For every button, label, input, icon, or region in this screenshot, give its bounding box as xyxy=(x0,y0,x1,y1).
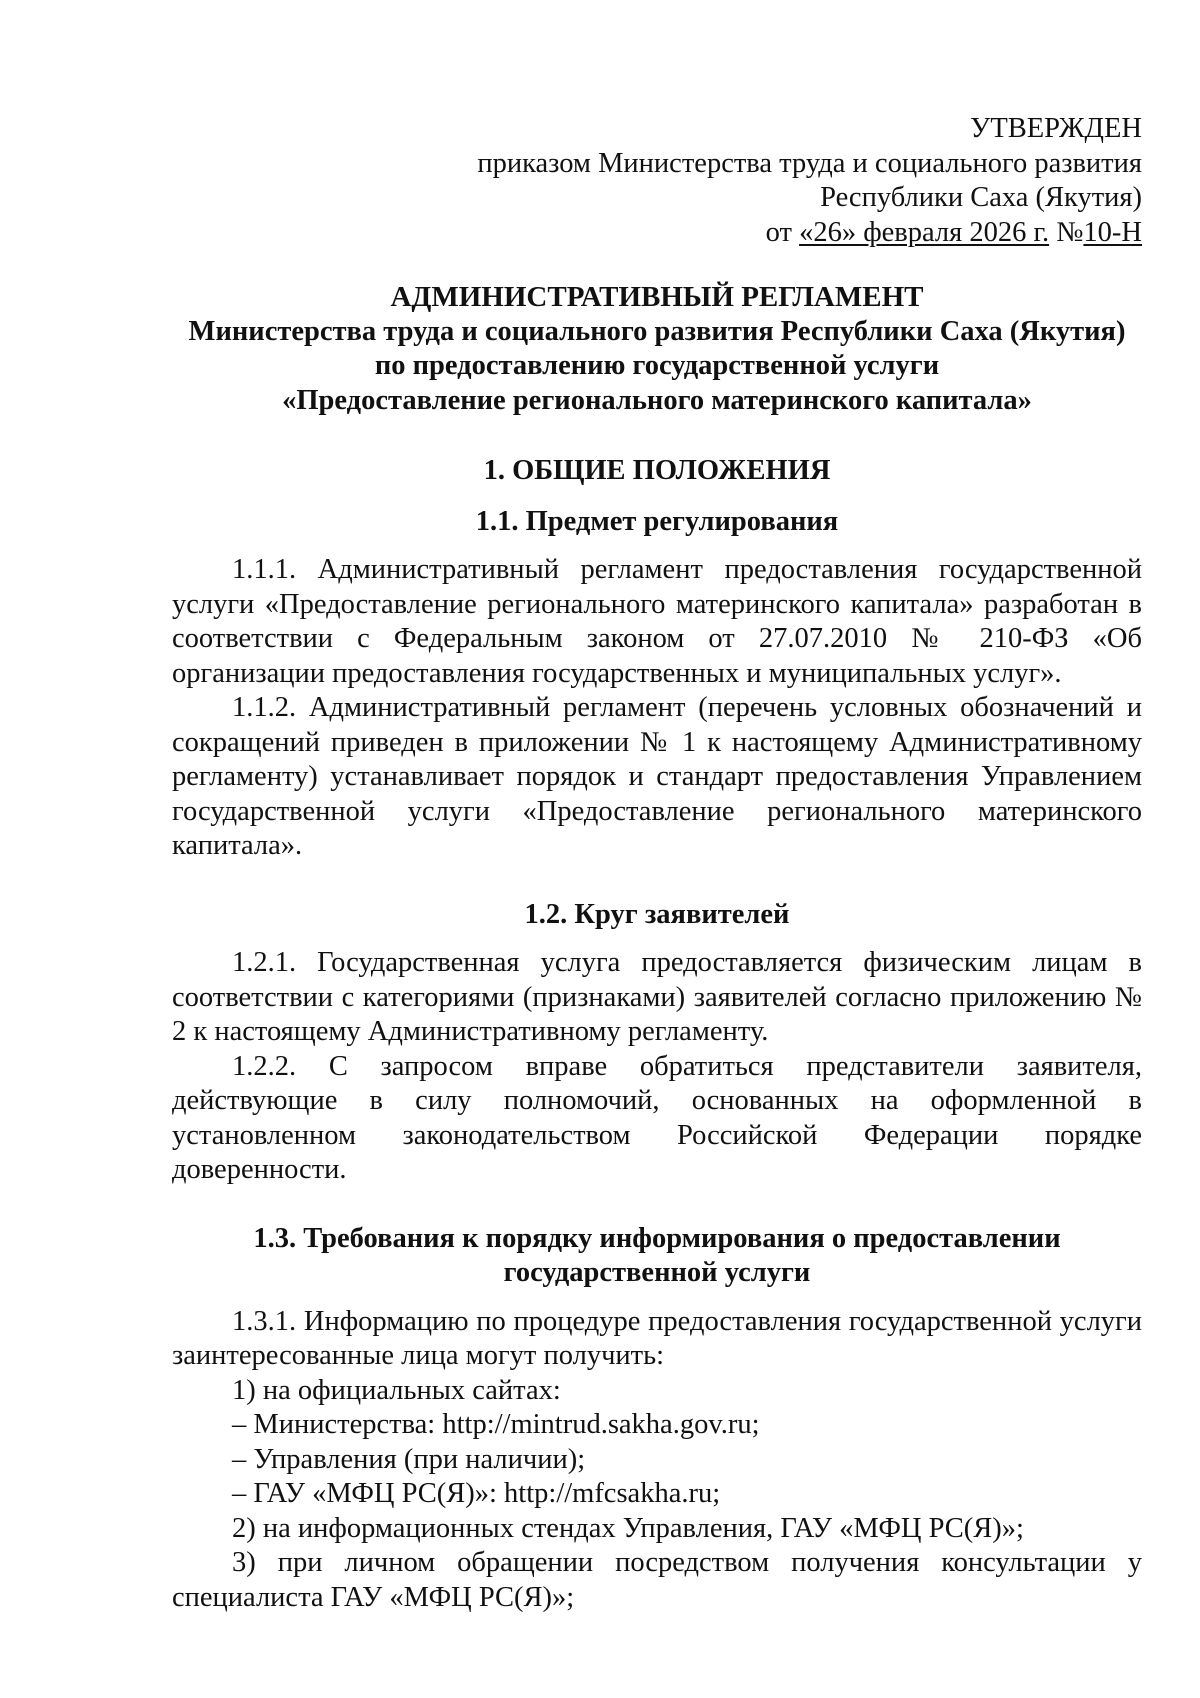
approval-date: «26» февраля 2026 г. xyxy=(799,216,1050,248)
paragraph-1-3-1: 1.3.1. Информацию по процедуре предоставления государственной услуги заинтересованные лица могут получить: xyxy=(172,1305,1142,1371)
title-line-1: АДМИНИСТРАТИВНЫЙ РЕГЛАМЕНТ xyxy=(390,281,924,313)
document-page xyxy=(172,112,1142,1615)
approval-number-sign: № xyxy=(1049,216,1084,248)
title-line-4: «Предоставление регионального материнского капитала» xyxy=(282,384,1032,416)
paragraph-1-1-2: 1.1.2. Административный регламент (перечень условных обозначений и сокращений приведен в приложении № 1 к настоящему Административному регламенту) устанавливает порядок и стандарт предоставления Управлением государственной услуги «Предоставление регионального материнского капитала». xyxy=(172,692,1142,861)
list-item: 2) на информационных стендах Управления, ГАУ «МФЦ РС(Я)»; xyxy=(232,1512,1024,1544)
subsection-heading-1-3 xyxy=(172,1222,1142,1291)
title-line-3: по предоставлению государственной услуги xyxy=(374,350,940,381)
document-title xyxy=(172,280,1142,418)
paragraph-1-1-1: 1.1.1. Административный регламент предоставления государственной услуги «Предоставление регионального материнского капитала» разработан в соответствии с Федеральным законом от 27.07.2010 № 210-ФЗ «Об организации предоставления государственных и муниципальных услуг». xyxy=(172,554,1142,689)
subsection-heading-1-3-line-1: 1.3. Требования к порядку информирования о предоставлении xyxy=(253,1222,1061,1254)
approval-date-prefix: от xyxy=(765,216,800,248)
paragraph-1-2-2: 1.2.2. С запросом вправе обратиться представители заявителя, действующие в силу полномочий, основанных на оформленной в установленном законодательством Российской Федерации порядке доверенности. xyxy=(172,1050,1142,1185)
subsection-heading-1-1: 1.1. Предмет регулирования xyxy=(475,505,839,537)
list-item: – Министерства: http://mintrud.sakha.gov.ru; xyxy=(232,1409,760,1440)
approval-date-line xyxy=(172,216,1142,251)
list-item: – Управления (при наличии); xyxy=(232,1443,586,1475)
subsection-heading-1-3-line-2: государственной услуги xyxy=(503,1257,811,1288)
section-heading-1: 1. ОБЩИЕ ПОЛОЖЕНИЯ xyxy=(483,455,831,486)
title-line-2: Министерства труда и социального развития Республики Саха (Якутия) xyxy=(188,315,1126,347)
approval-order-line: приказом Министерства труда и социального развития xyxy=(477,147,1142,179)
approval-heading: УТВЕРЖДЕН xyxy=(970,113,1142,144)
list-item: 1) на официальных сайтах: xyxy=(232,1374,561,1406)
approval-block xyxy=(172,112,1142,250)
approval-number: 10-Н xyxy=(1083,216,1142,248)
list-item: – ГАУ «МФЦ РС(Я)»: http://mfcsakha.ru; xyxy=(232,1478,721,1509)
list-item: 3) при личном обращении посредством получения консультации у специалиста ГАУ «МФЦ РС(Я)»; xyxy=(172,1547,1142,1613)
subsection-heading-1-2: 1.2. Круг заявителей xyxy=(524,898,790,930)
paragraph-1-2-1: 1.2.1. Государственная услуга предоставляется физическим лицам в соответствии с категориями (признаками) заявителей согласно приложению № 2 к настоящему Административному регламенту. xyxy=(172,947,1142,1047)
approval-region-line: Республики Саха (Якутия) xyxy=(820,182,1142,213)
